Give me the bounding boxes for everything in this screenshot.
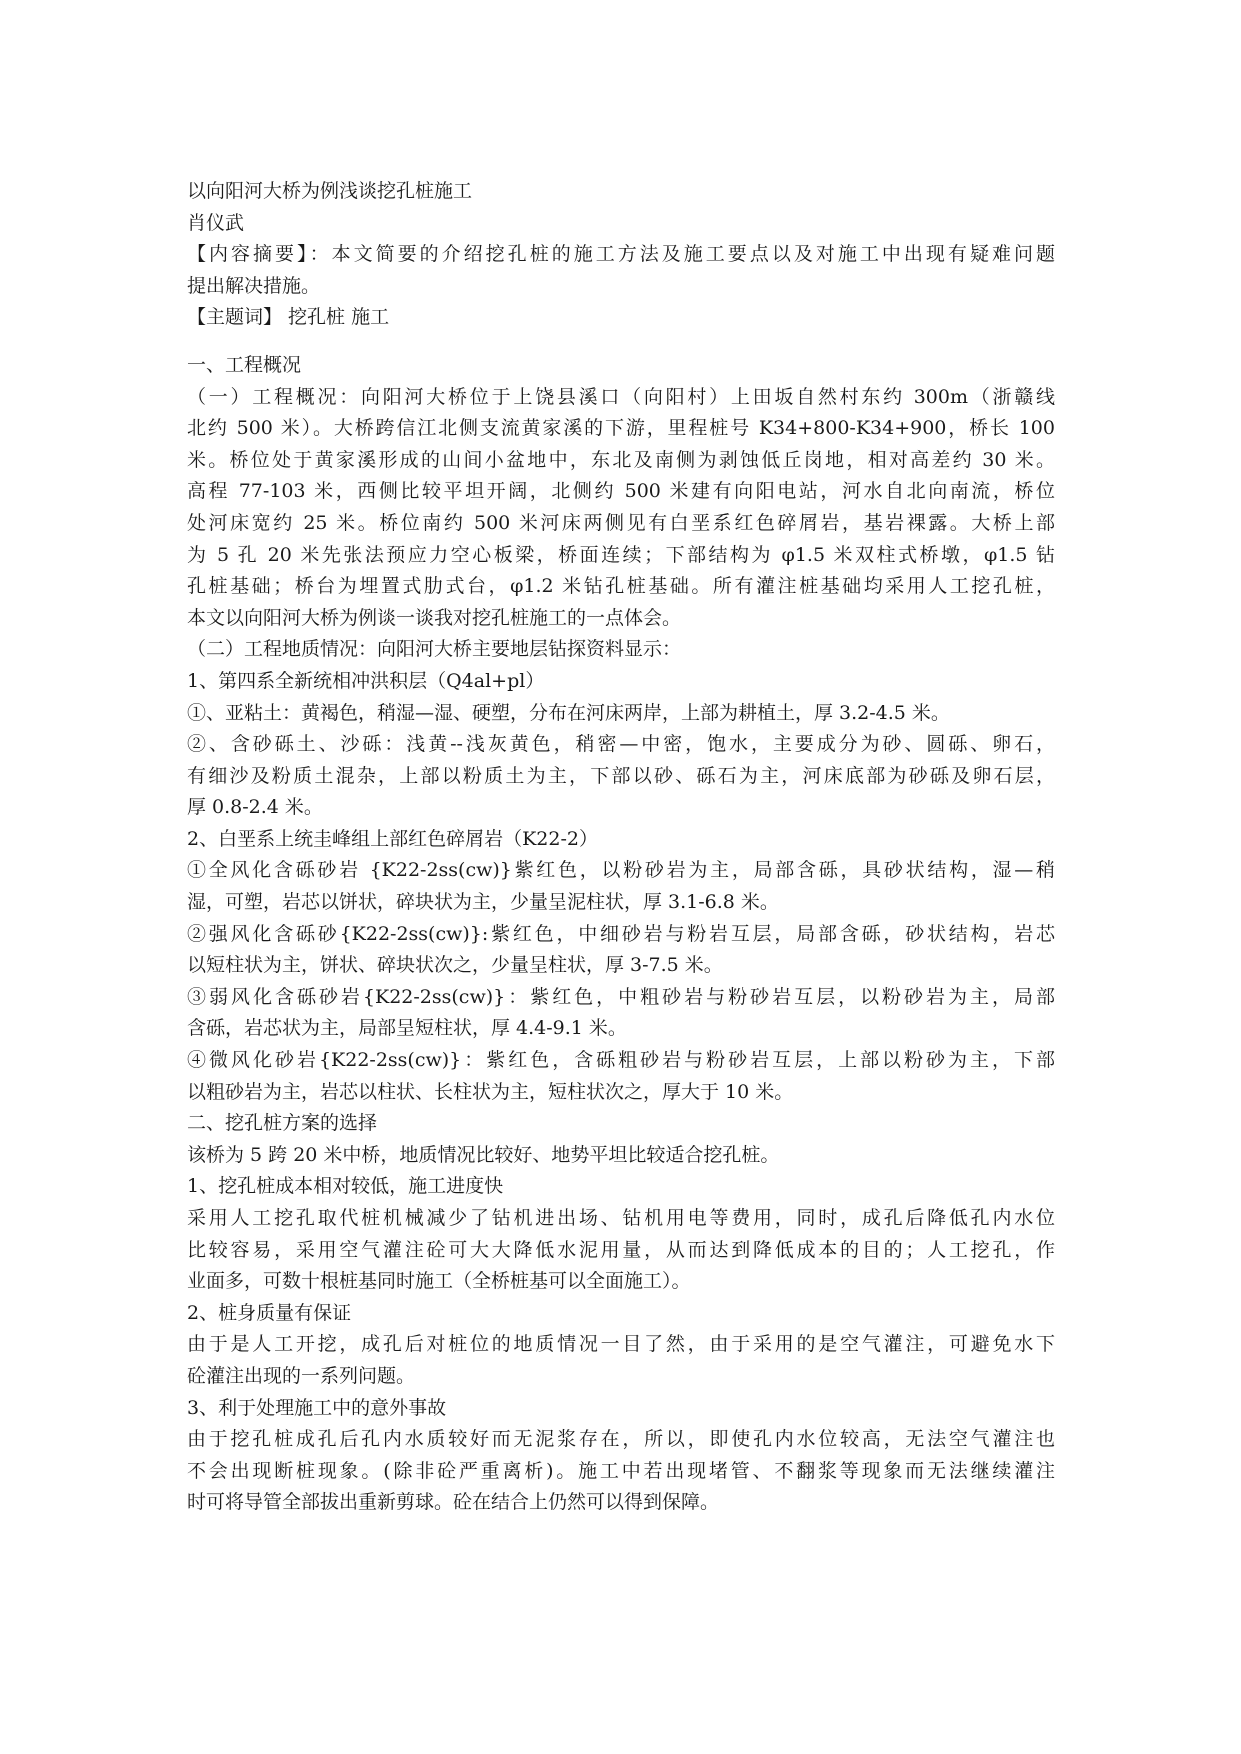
text-line: 高程 77-103 米，西侧比较平坦开阔，北侧约 500 米建有向阳电站，河水自北向南流，桥位 (187, 480, 1055, 503)
text-line: 比较容易，采用空气灌注砼可大大降低水泥用量，从而达到降低成本的目的；人工挖孔，作 (187, 1238, 1055, 1261)
text-line: ②强风化含砾砂{K22-2ss(cw)}:紫红色，中细砂岩与粉岩互层，局部含砾，砂状结构，岩芯 (187, 922, 1055, 945)
text-line: 孔桩基础；桥台为埋置式肋式台，φ1.2 米钻孔桩基础。所有灌注桩基础均采用人工挖孔桩， (187, 575, 1055, 598)
text-line: 本文以向阳河大桥为例谈一谈我对挖孔桩施工的一点体会。 (187, 606, 682, 629)
text-line: 含砾，岩芯状为主，局部呈短柱状，厚 4.4-9.1 米。 (187, 1017, 627, 1040)
text-line: 1、挖孔桩成本相对较低，施工进度快 (187, 1175, 504, 1198)
text-line: 砼灌注出现的一系列问题。 (187, 1364, 416, 1387)
text-line: 二、挖孔桩方案的选择 (187, 1112, 378, 1135)
text-line: （二）工程地质情况：向阳河大桥主要地层钻探资料显示： (187, 638, 682, 661)
text-line: 不会出现断桩现象。(除非砼严重离析)。施工中若出现堵管、不翻浆等现象而无法继续灌注 (187, 1459, 1055, 1482)
text-line: 有细沙及粉质土混杂，上部以粉质土为主，下部以砂、砾石为主，河床底部为砂砾及卵石层， (187, 764, 1055, 787)
text-line: ④微风化砂岩{K22-2ss(cw)}：紫红色，含砾粗砂岩与粉砂岩互层，上部以粉砂为主，下部 (187, 1049, 1055, 1072)
document-page (187, 176, 1055, 1519)
text-line: 采用人工挖孔取代桩机械减少了钻机进出场、钻机用电等费用，同时，成孔后降低孔内水位 (187, 1207, 1055, 1229)
text-line: 1、第四系全新统相冲洪积层（Q4al+pl） (187, 669, 545, 692)
text-line: ①、亚粘土：黄褐色，稍湿—湿、硬塑，分布在河床两岸，上部为耕植土，厚 3.2-4.5 米。 (187, 701, 950, 724)
text-line: 以向阳河大桥为例浅谈挖孔桩施工 (187, 180, 473, 202)
text-line: 以短柱状为主，饼状、碎块状次之，少量呈柱状，厚 3-7.5 米。 (187, 954, 723, 977)
text-line: 该桥为 5 跨 20 米中桥，地质情况比较好、地势平坦比较适合挖孔桩。 (187, 1143, 780, 1166)
text-line: 厚 0.8-2.4 米。 (187, 796, 323, 819)
text-line: 由于是人工开挖，成孔后对桩位的地质情况一目了然，由于采用的是空气灌注，可避免水下 (187, 1333, 1055, 1356)
text-line: 【内容摘要】：本文简要的介绍挖孔桩的施工方法及施工要点以及对施工中出现有疑难问题 (187, 243, 1055, 266)
text-line: ③弱风化含砾砂岩{K22-2ss(cw)}：紫红色，中粗砂岩与粉砂岩互层，以粉砂岩为主，局部 (187, 985, 1055, 1008)
text-line: 时可将导管全部拔出重新剪球。砼在结合上仍然可以得到保障。 (187, 1491, 720, 1514)
text-line: 2、白垩系上统圭峰组上部红色碎屑岩（K22-2） (187, 827, 598, 850)
text-line: 北约 500 米）。大桥跨信江北侧支流黄家溪的下游，里程桩号 K34+800-K34+900，桥长 100 (187, 417, 1055, 440)
text-line: 2、桩身质量有保证 (187, 1301, 352, 1324)
text-line: 米。桥位处于黄家溪形成的山间小盆地中，东北及南侧为剥蚀低丘岗地，相对高差约 30 米。 (187, 448, 1055, 471)
text-line: ②、含砂砾土、沙砾：浅黄--浅灰黄色，稍密—中密，饱水，主要成分为砂、圆砾、卵石， (187, 733, 1055, 756)
text-line: 3、利于处理施工中的意外事故 (187, 1396, 447, 1419)
text-line: 肖仪武 (187, 211, 245, 234)
text-line: 提出解决措施。 (187, 274, 321, 297)
text-line: 为 5 孔 20 米先张法预应力空心板梁，桥面连续；下部结构为 φ1.5 米双柱式桥墩，φ1.5 钻 (187, 543, 1055, 566)
text-line: 处河床宽约 25 米。桥位南约 500 米河床两侧见有白垩系红色碎屑岩，基岩裸露。大桥上部 (187, 511, 1055, 534)
text-line: 业面多，可数十根桩基同时施工（全桥桩基可以全面施工）。 (187, 1270, 691, 1293)
text-line: ①全风化含砾砂岩 {K22-2ss(cw)}紫红色，以粉砂岩为主，局部含砾，具砂状结构，湿—稍 (187, 859, 1055, 882)
text-line: 以粗砂岩为主，岩芯以柱状、长柱状为主，短柱状次之，厚大于 10 米。 (187, 1080, 794, 1103)
text-line: 湿，可塑，岩芯以饼状，碎块状为主，少量呈泥柱状，厚 3.1-6.8 米。 (187, 891, 779, 914)
text-line: 【主题词】 挖孔桩 施工 (187, 306, 390, 329)
text-line: （一）工程概况：向阳河大桥位于上饶县溪口（向阳村）上田坂自然村东约 300m（浙赣线 (187, 385, 1055, 408)
text-line: 一、工程概况 (187, 353, 302, 376)
text-line: 由于挖孔桩成孔后孔内水质较好而无泥浆存在，所以，即使孔内水位较高，无法空气灌注也 (187, 1428, 1055, 1451)
